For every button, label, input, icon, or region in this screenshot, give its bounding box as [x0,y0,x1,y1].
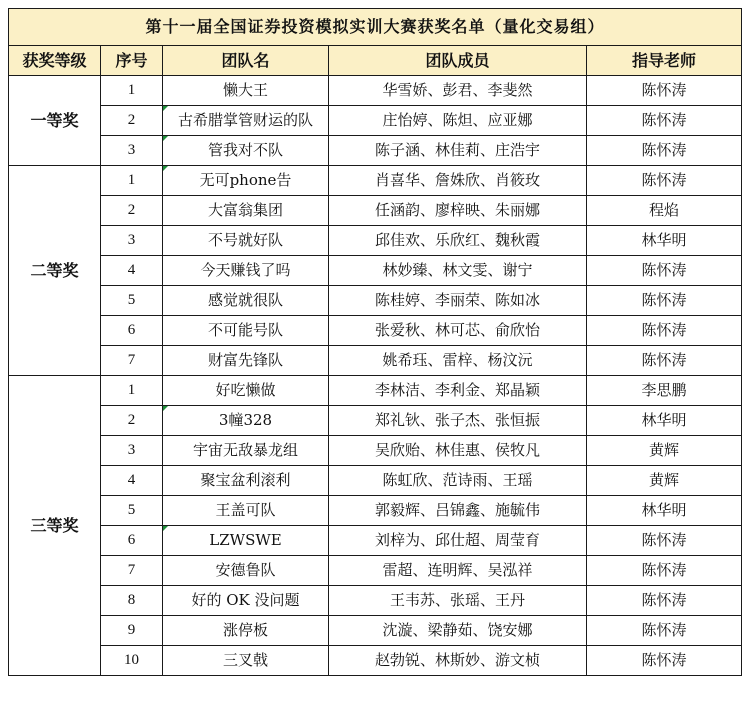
table-row [9,106,742,136]
team-members-cell: 任涵韵、廖梓映、朱丽娜 [329,196,587,226]
table-row [9,556,742,586]
award-level-cell: 二等奖 [9,166,101,376]
table-row [9,196,742,226]
team-members-cell: 肖喜华、詹姝欣、肖筱玫 [329,166,587,196]
table-row [9,436,742,466]
serial-number-cell: 7 [101,346,163,376]
advisor-cell: 陈怀涛 [587,556,742,586]
serial-number-cell: 1 [101,376,163,406]
header-award-level: 获奖等级 [9,46,101,76]
serial-number-cell: 4 [101,256,163,286]
team-name-cell: 好吃懒做 [163,376,329,406]
serial-number-cell: 2 [101,196,163,226]
header-serial-number: 序号 [101,46,163,76]
serial-number-cell: 4 [101,466,163,496]
serial-number-cell: 2 [101,106,163,136]
team-members-cell: 刘梓为、邱仕超、周莹育 [329,526,587,556]
advisor-cell: 陈怀涛 [587,166,742,196]
serial-number-cell: 8 [101,586,163,616]
serial-number-cell: 9 [101,616,163,646]
team-members-cell: 雷超、连明辉、吴泓祥 [329,556,587,586]
serial-number-cell: 10 [101,646,163,676]
serial-number-cell: 5 [101,496,163,526]
team-name-cell: 王盖可队 [163,496,329,526]
serial-number-cell: 7 [101,556,163,586]
table-row [9,586,742,616]
advisor-cell: 陈怀涛 [587,526,742,556]
team-name-cell: 3幢328 [163,406,329,436]
advisor-cell: 陈怀涛 [587,286,742,316]
table-row [9,526,742,556]
table-row [9,316,742,346]
team-members-cell: 王韦苏、张瑶、王丹 [329,586,587,616]
team-name-cell: 财富先锋队 [163,346,329,376]
team-members-cell: 华雪娇、彭君、李斐然 [329,76,587,106]
team-members-cell: 庄怡婷、陈炟、应亚娜 [329,106,587,136]
team-members-cell: 郭毅辉、吕锦鑫、施毓伟 [329,496,587,526]
team-members-cell: 沈漩、梁静茹、饶安娜 [329,616,587,646]
serial-number-cell: 3 [101,136,163,166]
advisor-cell: 陈怀涛 [587,256,742,286]
team-name-cell: 聚宝盆利滚利 [163,466,329,496]
table-row [9,286,742,316]
advisor-cell: 陈怀涛 [587,76,742,106]
serial-number-cell: 2 [101,406,163,436]
table-row [9,376,742,406]
team-members-cell: 姚希珏、雷梓、杨汶沅 [329,346,587,376]
header-team-name: 团队名 [163,46,329,76]
team-name-cell: LZWSWE [163,526,329,556]
team-name-cell: 好的 OK 没问题 [163,586,329,616]
advisor-cell: 陈怀涛 [587,646,742,676]
team-members-cell: 林妙臻、林文雯、谢宁 [329,256,587,286]
award-level-cell: 三等奖 [9,376,101,676]
team-members-cell: 邱佳欢、乐欣红、魏秋霞 [329,226,587,256]
team-name-cell: 宇宙无敌暴龙组 [163,436,329,466]
advisor-cell: 程焰 [587,196,742,226]
advisor-cell: 林华明 [587,406,742,436]
team-name-cell: 不可能号队 [163,316,329,346]
header-row [9,46,742,76]
team-name-cell: 无可phone告 [163,166,329,196]
team-members-cell: 赵勃锐、林斯妙、游文桢 [329,646,587,676]
serial-number-cell: 3 [101,436,163,466]
team-members-cell: 吴欣贻、林佳惠、侯牧凡 [329,436,587,466]
award-level-cell: 一等奖 [9,76,101,166]
advisor-cell: 陈怀涛 [587,346,742,376]
table-row [9,226,742,256]
table-row [9,346,742,376]
serial-number-cell: 6 [101,526,163,556]
team-name-cell: 安德鲁队 [163,556,329,586]
table-title: 第十一届全国证券投资模拟实训大赛获奖名单（量化交易组） [9,9,742,46]
serial-number-cell: 1 [101,166,163,196]
table-row [9,76,742,106]
advisor-cell: 陈怀涛 [587,316,742,346]
team-members-cell: 陈子涵、林佳莉、庄浩宇 [329,136,587,166]
header-team-members: 团队成员 [329,46,587,76]
team-name-cell: 感觉就很队 [163,286,329,316]
advisor-cell: 林华明 [587,496,742,526]
table-row [9,136,742,166]
table-row [9,646,742,676]
serial-number-cell: 1 [101,76,163,106]
advisor-cell: 黄辉 [587,466,742,496]
team-members-cell: 郑礼钬、张子杰、张恒振 [329,406,587,436]
advisor-cell: 黄辉 [587,436,742,466]
header-advisor: 指导老师 [587,46,742,76]
team-name-cell: 古希腊掌管财运的队 [163,106,329,136]
serial-number-cell: 3 [101,226,163,256]
advisor-cell: 林华明 [587,226,742,256]
team-name-cell: 大富翁集团 [163,196,329,226]
table-row [9,256,742,286]
title-row [9,9,742,46]
table-row [9,466,742,496]
serial-number-cell: 6 [101,316,163,346]
advisor-cell: 李思鹏 [587,376,742,406]
award-table [8,8,742,676]
team-name-cell: 涨停板 [163,616,329,646]
team-members-cell: 张爱秋、林可芯、俞欣怡 [329,316,587,346]
table-row [9,166,742,196]
team-name-cell: 今天赚钱了吗 [163,256,329,286]
advisor-cell: 陈怀涛 [587,136,742,166]
table-row [9,616,742,646]
team-name-cell: 懒大王 [163,76,329,106]
advisor-cell: 陈怀涛 [587,106,742,136]
serial-number-cell: 5 [101,286,163,316]
advisor-cell: 陈怀涛 [587,586,742,616]
team-name-cell: 三叉戟 [163,646,329,676]
team-members-cell: 李林洁、李利金、郑晶颖 [329,376,587,406]
advisor-cell: 陈怀涛 [587,616,742,646]
table-row [9,406,742,436]
table-row [9,496,742,526]
team-members-cell: 陈桂婷、李丽荣、陈如冰 [329,286,587,316]
team-name-cell: 管我对不队 [163,136,329,166]
team-name-cell: 不号就好队 [163,226,329,256]
team-members-cell: 陈虹欣、范诗雨、王瑶 [329,466,587,496]
